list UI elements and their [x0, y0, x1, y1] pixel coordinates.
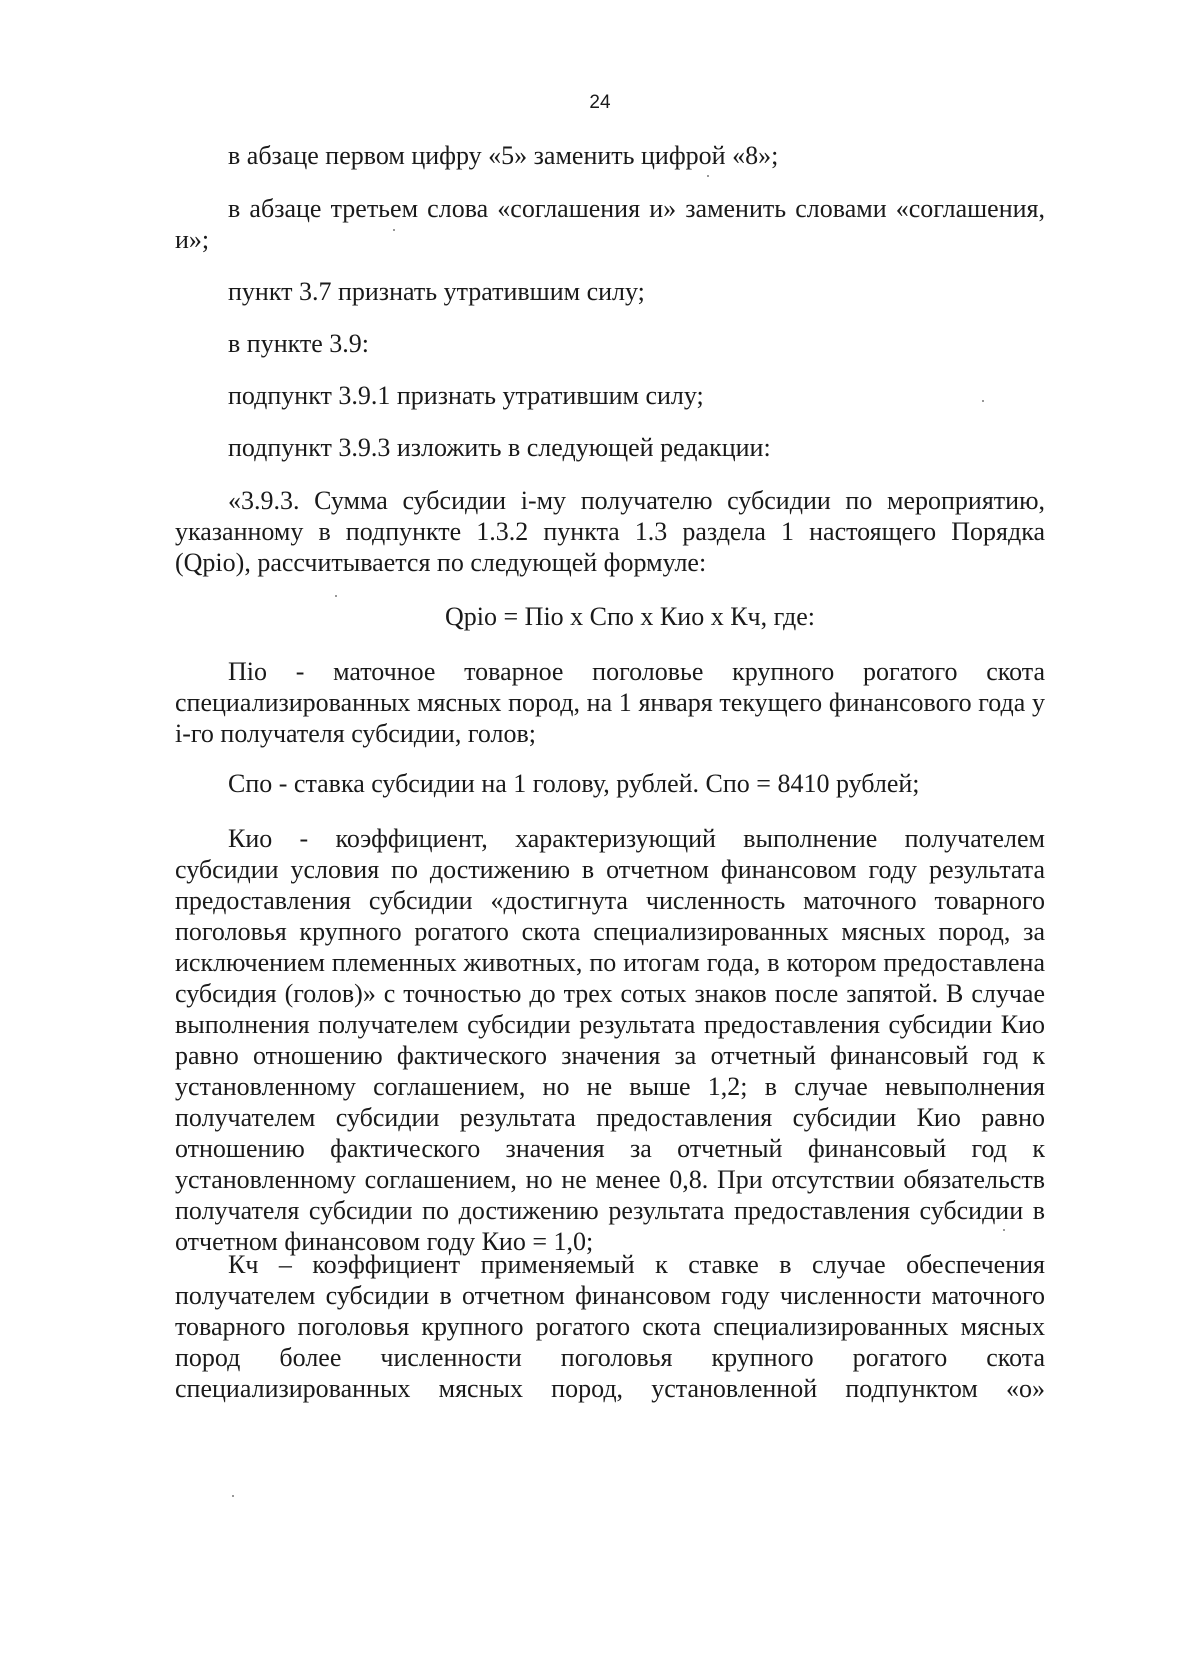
scan-speck: [393, 229, 395, 231]
subsidy-formula: Qpio = Пio х Cпо х Кио х Кч, где:: [445, 602, 815, 631]
paragraph-point-3-9: в пункте 3.9:: [228, 329, 370, 358]
paragraph-pio-definition: Пio - маточное товарное поголовье крупного рогатого скота специализированных мясных пород, на 1 января текущего финансового года у i-го получателя субсидии, голов;: [175, 657, 1045, 748]
page-number: 24: [589, 92, 611, 113]
paragraph-subpoint-3-9-1: подпункт 3.9.1 признать утратившим силу;: [228, 381, 704, 410]
scan-speck: [982, 400, 984, 402]
paragraph-point-3-7: пункт 3.7 признать утратившим силу;: [228, 277, 645, 306]
paragraph-kio-definition: Кио - коэффициент, характеризующий выполнение получателем субсидии условия по достижению в отчетном финансовом году результата предоставления субсидии «достигнута численность маточного товарного поголовья крупного рогатого скота специализированных мясных пород, за исключением племенных животных, по итогам года, в котором предоставлена субсидия (голов)» с точностью до трех сотых знаков после запятой. В случае выполнения получателем субсидии результата предоставления субсидии Кио равно отношению фактического значения за отчетный финансовый год к установленному соглашением, но не выше 1,2; в случае невыполнения получателем субсидии результата предоставления субсидии Кио равно отношению фактического значения за отчетный финансовый год к установленному соглашением, но не менее 0,8. При отсутствии обязательств получателя субсидии по достижению результата предоставления субсидии в отчетном финансовом году Кио = 1,0;: [175, 824, 1045, 1256]
paragraph-replace-digit: в абзаце первом цифру «5» заменить цифрой «8»;: [228, 141, 779, 170]
paragraph-kch-definition: Кч – коэффициент применяемый к ставке в случае обеспечения получателем субсидии в отчетном финансовом году численности маточного товарного поголовья крупного рогатого скота специализированных мясных пород более численности поголовья крупного рогатого скота специализированных мясных пород, установленной подпунктом «о»: [175, 1250, 1045, 1403]
scan-speck: [707, 175, 709, 177]
paragraph-cpo-definition: Cпо - ставка субсидии на 1 голову, рублей. Cпо = 8410 рублей;: [228, 769, 920, 798]
paragraph-replace-words: в абзаце третьем слова «соглашения и» заменить словами «соглашения, и»;: [175, 194, 1045, 254]
scan-speck: [232, 1495, 234, 1497]
scan-speck: [1003, 1229, 1005, 1231]
paragraph-subpoint-3-9-3: подпункт 3.9.3 изложить в следующей редакции:: [228, 433, 771, 462]
paragraph-3-9-3-text: «3.9.3. Сумма субсидии i-му получателю субсидии по мероприятию, указанному в подпункте 1.3.2 пункта 1.3 раздела 1 настоящего Порядка (Qpio), рассчитывается по следующей формуле:: [175, 486, 1045, 577]
scan-speck: [335, 595, 337, 597]
